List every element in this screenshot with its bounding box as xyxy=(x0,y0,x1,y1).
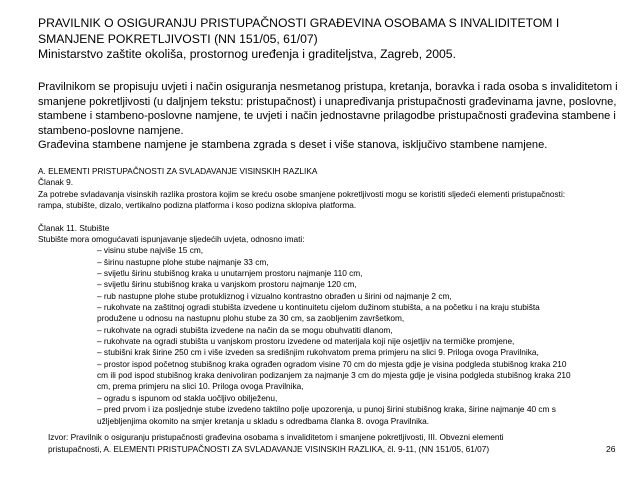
document-title xyxy=(38,16,628,63)
title-line: PRAVILNIK O OSIGURANJU PRISTUPAČNOSTI GRAĐEVINA OSOBAMA S INVALIDITETOM I xyxy=(38,16,560,30)
intro-paragraph xyxy=(38,80,628,153)
list-item: užljebljenjima okomito na smjer kretanja u skladu s odredbama članka 8. ovoga Pravilnika. xyxy=(97,415,430,426)
list-item: – rukohvate na ogradi stubišta izvedene na način da se mogu obuhvatiti dlanom, xyxy=(97,324,393,335)
source-footnote xyxy=(48,432,568,456)
list-item: cm, prema primjeru na slici 10. Priloga ovoga Pravilnika, xyxy=(97,381,304,392)
page-number: 26 xyxy=(606,444,616,454)
list-item: cm ili pod ispod stubišnog kraka denivoliran podizanjem za najmanje 3 cm do mjesta gdje je visina podgleda stubišnog kraka 210 xyxy=(97,370,571,381)
intro-line: smanjene pokretljivosti (u daljnjem tekstu: pristupačnost) i unapređivanja pristupačnosti građevinama javne, poslovne, xyxy=(38,95,617,108)
list-item: – ogradu s ispunom od stakla uočljivo obilježenu, xyxy=(97,392,278,403)
intro-line: stambeno-poslovne namjene. xyxy=(38,124,184,137)
title-subtitle: Ministarstvo zaštite okoliša, prostornog uređenja i graditeljstva, Zagreb, 2005. xyxy=(38,47,456,62)
list-item: – rukohvate na ogradi stubišta u vanjskom prostoru izvedene od materijala koji nije osjetljiv na termičke promjene, xyxy=(97,336,515,347)
list-item: – svijetlu širinu stubišnog kraka u unutarnjem prostoru najmanje 110 cm, xyxy=(97,268,363,279)
list-item: – širinu nastupne plohe stube najmanje 33 cm, xyxy=(97,256,269,267)
list-item: – pred prvom i iza posljednje stube izvedeno taktilno polje upozorenja, u punoj širini stubišnog kraka, širine najmanje 40 cm s xyxy=(97,404,556,415)
list-item: – rub nastupne plohe stube protukliznog i vizualno kontrastno obrađen u širini od najmanje 2 cm, xyxy=(97,290,452,301)
footnote-line: pristupačnosti, A. ELEMENTI PRISTUPAČNOSTI ZA SVLADAVANJE VISINSKIH RAZLIKA, čl. 9-11, (NN 151/05, 61/07) xyxy=(48,443,490,454)
list-item: – svijetlu širinu stubišnog kraka u vanjskom prostoru najmanje 120 cm, xyxy=(97,279,357,290)
list-item: – rukohvate na zaštitnoj ogradi stubišta izvedene u kontinuitetu cijelom dužinom stubišta, a na početku i na kraju stubišta xyxy=(97,302,540,313)
article-9-text: Za potrebe svladavanja visinskih razlika prostora kojim se kreću osobe smanjene pokretljivosti mogu se koristiti sljedeći elementi pristupačnosti: xyxy=(38,188,566,199)
article-9-text: rampa, stubište, dizalo, vertikalno podizna platforma i koso podizna sklopiva platforma. xyxy=(38,200,357,211)
article-11-lead: Stubište mora omogućavati ispunjavanje sljedećih uvjeta, odnosno imati: xyxy=(38,234,305,245)
list-item: – prostor ispod početnog stubišnog kraka ograđen ogradom visine 70 cm do mjesta gdje je visina podgleda stubišnog kraka 210 xyxy=(97,358,567,369)
regulation-text xyxy=(38,166,628,427)
footnote-line: Izvor: Pravilnik o osiguranju pristupačnosti građevina osobama s invaliditetom i smanjene pokretljivosti, III. Obvezni elementi xyxy=(48,432,504,442)
article-11-title: Članak 11. Stubište xyxy=(38,222,110,233)
intro-line: Građevina stambene namjene je stambena zgrada s deset i više stanova, isključivo stambene namjene. xyxy=(38,139,548,152)
list-item: produžene u odnosu na nastupnu plohu stube za 30 cm, sa zaobljenim završetkom, xyxy=(97,313,405,324)
article-9-title: Članak 9. xyxy=(38,177,74,188)
list-item: – visinu stube najviše 15 cm, xyxy=(97,245,204,256)
section-heading: A. ELEMENTI PRISTUPAČNOSTI ZA SVLADAVANJE VISINSKIH RAZLIKA xyxy=(38,166,318,176)
list-item: – stubišni krak širine 250 cm i više izveden sa središnjim rukohvatom prema primjeru na slici 9. Priloga ovoga Pravilnika, xyxy=(97,347,539,358)
intro-line: stambene i stambeno-poslovne namjene, te uvjeti i način jednostavne prilagodbe pristupačnosti građevina stambene i xyxy=(38,110,616,123)
spacer xyxy=(38,211,628,222)
intro-line: Pravilnikom se propisuju uvjeti i način osiguranja nesmetanog pristupa, kretanja, boravka i rada osoba s invaliditetom i xyxy=(38,81,618,93)
title-line: SMANJENE POKRETLJIVOSTI (NN 151/05, 61/07) xyxy=(38,31,318,46)
